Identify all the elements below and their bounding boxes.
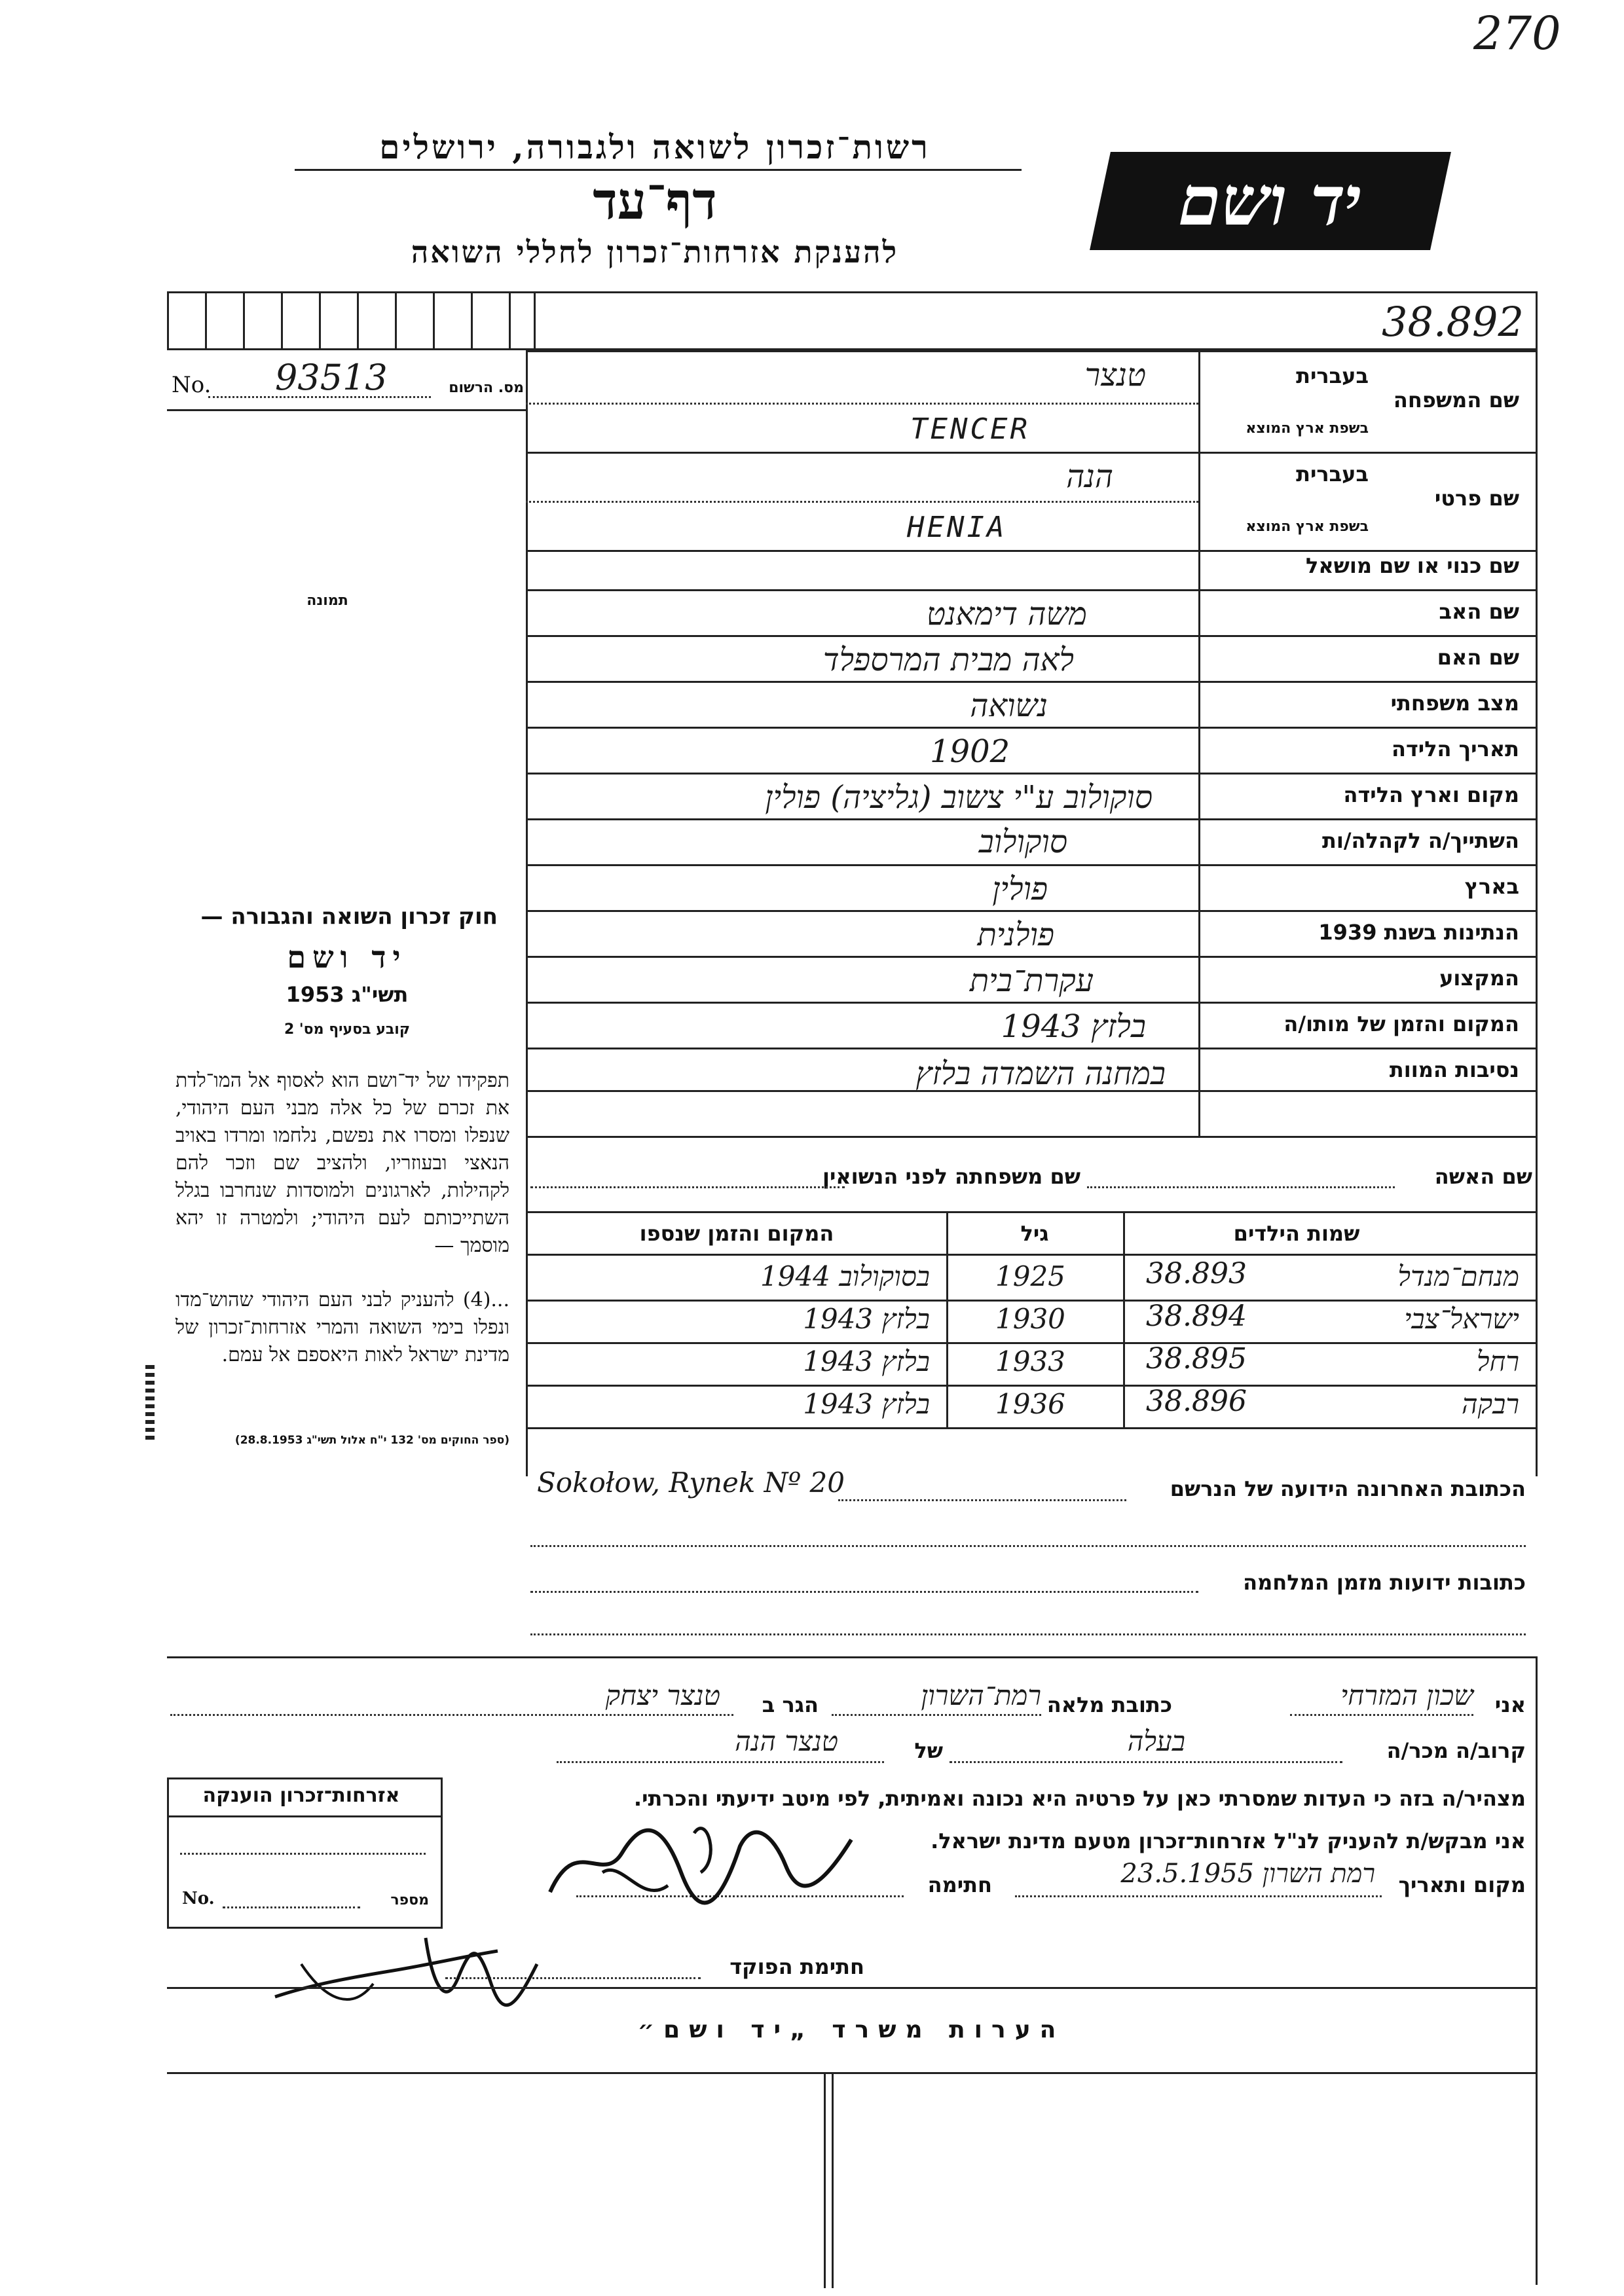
country: פולין [992, 871, 1048, 907]
table-row [526, 1385, 1536, 1387]
wife-row-bottom [526, 1211, 1536, 1213]
box-divider [433, 291, 435, 350]
row-line [526, 956, 1536, 958]
table-row [526, 1427, 1536, 1429]
child-name: ישראל־צבי [1404, 1303, 1519, 1335]
marital-label: מצב משפחתי [1390, 691, 1519, 716]
box-divider [534, 291, 536, 350]
war-address-label: כתובות ידועות מזמן המלחמה [1243, 1570, 1526, 1595]
box-divider [319, 291, 321, 350]
request-text: אני מבקש/ת להעניק לנ"ל אזרחות־זכרון מטעם מדינת ישראל. [931, 1829, 1526, 1853]
row-line [526, 1136, 1536, 1138]
death-cause-label: נסיבות המוות [1389, 1057, 1519, 1082]
top-border [167, 291, 1536, 293]
registration-number: 93513 [275, 357, 388, 398]
citizenship-granted-title: אזרחות־זכרון הוענקה [202, 1784, 400, 1807]
row-line [526, 550, 1536, 552]
corner-number: 270 [1473, 7, 1561, 60]
law-title: חוק זכרון השואה והגבורה — [200, 903, 498, 930]
war-address-line [530, 1591, 1198, 1593]
right-border [1536, 291, 1538, 1476]
address-value-line [1290, 1714, 1473, 1716]
signature-label: חתימה [927, 1872, 992, 1897]
remarks-column [824, 2072, 826, 2288]
of-person: טנצר הנה [735, 1725, 838, 1757]
community-label: השתייך/ה לקהלה/ות [1321, 828, 1519, 853]
section-divider [167, 1656, 1536, 1658]
registration-border [167, 409, 526, 411]
wife-maiden-line [530, 1186, 845, 1188]
wife-maiden-label: שם משפחתה לפני הנשואין [822, 1164, 1080, 1189]
last-address-label: הכתובת האחרונה הידועה של הנרשם [1170, 1476, 1526, 1501]
relative-label: קרוב/ה מכר/ה [1386, 1738, 1526, 1763]
table-row [526, 1300, 1536, 1302]
family-name-origin-label: בשפת ארץ המוצא [1246, 420, 1369, 437]
country-label: בארץ [1464, 874, 1519, 899]
child-file-number: 38.896 [1146, 1385, 1247, 1418]
citizenship-label: הנתינות בשנת 1939 [1318, 920, 1519, 945]
box-line [180, 1853, 426, 1855]
profession-label: המקצוע [1439, 966, 1519, 991]
birth-place-label: מקום וארץ הלידה [1343, 782, 1519, 807]
box-number-line [223, 1906, 360, 1908]
declarant-city: רמת־השרון [921, 1679, 1041, 1711]
law-clause: קובע בסעיף מס' 2 [284, 1021, 411, 1038]
row-line [526, 773, 1536, 774]
row-line [526, 350, 1536, 352]
child-name: מנחם־מנדל [1397, 1260, 1519, 1292]
row-line [526, 1048, 1536, 1049]
child-death-place: בסוקולוב 1944 [760, 1260, 930, 1292]
box-divider [509, 291, 511, 350]
children-header-age: גיל [1020, 1221, 1049, 1246]
registration-no-label: No. [172, 372, 212, 398]
row-line [526, 681, 1536, 683]
birth-date: 1902 [930, 733, 1010, 770]
first-name-label: שם פרטי [1434, 486, 1519, 511]
law-reference: (ספר החוקים מס' 132 י"ח אלול תשי"ג 28.8.1953) [234, 1434, 509, 1447]
law-text-2: ...(4) להעניק לבני העם היהודי שהוש־מדו ונפלו בימי השואה והמרי אזרחות־זכרון של מדינת ישראל לאות היאספם אל עמם. [175, 1288, 509, 1366]
marital-status: נשואה [970, 687, 1048, 724]
first-name-origin-label: בשפת ארץ המוצא [1246, 519, 1369, 535]
child-death-place: בלזץ 1943 [803, 1388, 930, 1420]
row-line [526, 864, 1536, 866]
child-name: רחל [1476, 1345, 1519, 1377]
row-line [526, 589, 1536, 591]
father-label: שם האב [1439, 599, 1519, 624]
photo-label: תמונה [306, 592, 348, 609]
box-divider [471, 291, 473, 350]
child-file-number: 38.895 [1146, 1342, 1247, 1376]
box-edge [167, 291, 169, 350]
box-divider [167, 1815, 441, 1817]
child-birth-year: 1936 [995, 1388, 1065, 1420]
address-line [530, 1545, 1526, 1547]
child-birth-year: 1925 [995, 1260, 1065, 1292]
right-border-lower [1536, 1656, 1538, 2285]
row-line [526, 635, 1536, 637]
row-line [526, 727, 1536, 729]
authority-name: רשות־זכרון לשואה ולגבורה, ירושלים [379, 128, 931, 166]
family-name-hebrew-label: בעברית [1296, 363, 1369, 388]
war-address-line [530, 1633, 1526, 1635]
full-address-label: כתובת מלאה [1046, 1692, 1172, 1717]
of-label: של [914, 1738, 943, 1763]
sub-row-line [526, 403, 1198, 405]
child-birth-year: 1930 [995, 1303, 1065, 1335]
label-column-border [1198, 350, 1200, 1136]
father-name: משה דימאנט [926, 596, 1087, 632]
box-no-label: No. [182, 1889, 215, 1908]
place-date-label: מקום ותאריך [1398, 1872, 1526, 1897]
last-address: Sokołow, Rynek Nº 20 [537, 1467, 845, 1499]
first-name-hebrew: הנה [1066, 458, 1113, 495]
children-col-border [1123, 1211, 1125, 1427]
wife-line [1087, 1186, 1395, 1188]
place-date-line [1015, 1895, 1382, 1897]
remarks-heading: הערות משרד „יד ושם״ [637, 2016, 1065, 2043]
declarant-relation: בעלה [1127, 1725, 1185, 1757]
first-name-origin: HENIA [907, 511, 1007, 544]
relation-line [950, 1761, 1342, 1763]
form-subtitle: להענקת אזרחות־זכרון לחללי השואה [411, 234, 899, 270]
law-name: יד ושם [287, 939, 407, 975]
child-file-number: 38.893 [1146, 1257, 1247, 1290]
nickname-label: שם כנוי או שם מושאל [1305, 553, 1519, 578]
margin-marks [145, 1365, 155, 1444]
mother-name: לאה מבית המרספלד [822, 642, 1074, 678]
family-name-hebrew: טנצר [1084, 357, 1146, 393]
box-divider [205, 291, 207, 350]
mother-label: שם האם [1437, 645, 1519, 670]
box-divider [357, 291, 359, 350]
box-divider [243, 291, 245, 350]
declarant-name: טנצר יצחק [605, 1679, 720, 1711]
place-date-value: רמת השרון 23.5.1955 [1120, 1859, 1375, 1889]
last-address-line [838, 1499, 1126, 1501]
child-birth-year: 1933 [995, 1345, 1065, 1377]
sub-row-line [526, 501, 1198, 503]
children-header-names: שמות הילדים [1233, 1221, 1360, 1246]
law-text-1: תפקידו של יד־ושם הוא לאסוף אל המו־לדת את זכרם של כל אלה מבני העם היהודי, שנפלו ומסרו את נפשם, נלחמו ומרדו באויב הנאצי ובעוזריו, ולהציב שם וזכר להם לקהילות, לארגונים ולמוסדות שנחרבו בגלל השתייכותם לעם היהודי; ולמטרה זו יהא מוסמך — [175, 1069, 509, 1257]
box-divider [281, 291, 283, 350]
row-line [526, 452, 1536, 454]
city-line [832, 1714, 1041, 1716]
declarant-address: שכון המזרחי [1340, 1679, 1473, 1711]
children-header-place: המקום והזמן שנספו [639, 1221, 834, 1246]
profession: עקרת־בית [969, 962, 1094, 999]
family-name-origin: TENCER [910, 412, 1030, 446]
table-row [526, 1342, 1536, 1344]
of-line [557, 1761, 884, 1763]
name-line [170, 1714, 733, 1716]
official-signature-label: חתימת הפוקד [729, 1954, 864, 1979]
row-line [526, 818, 1536, 820]
declaration-text: מצהיר/ה בזה כי העדות שמסרתי כאן על פרטיה היא נכונה ואמיתית, לפי מיטב ידיעתי והכרתי. [633, 1786, 1526, 1811]
resides-label: הגר ב [762, 1692, 819, 1717]
box-divider [395, 291, 397, 350]
first-name-hebrew-label: בעברית [1296, 462, 1369, 486]
row-line [526, 1002, 1536, 1004]
law-year: תשי"ג 1953 [286, 982, 409, 1007]
form-title: דף־עד [593, 172, 717, 231]
death-place-label: המקום והזמן של מותו/ה [1283, 1011, 1519, 1036]
box-number-label: מספר [390, 1892, 429, 1908]
remarks-column [832, 2072, 834, 2288]
child-name: רבקה [1462, 1388, 1519, 1420]
file-number: 38.892 [1382, 298, 1524, 346]
community: סוקולוב [978, 824, 1067, 860]
child-death-place: בלזץ 1943 [803, 1303, 930, 1335]
children-col-border [946, 1211, 948, 1427]
children-header-bottom [526, 1254, 1536, 1256]
row-line [526, 910, 1536, 912]
remarks-divider [167, 2072, 1536, 2074]
yad-vashem-logo: יד ושם [1090, 152, 1451, 250]
declarant-i-label: אני [1494, 1692, 1526, 1717]
wife-label: שם האשה [1434, 1164, 1532, 1189]
family-name-label: שם המשפחה [1393, 388, 1519, 412]
header-underline [295, 169, 1022, 171]
remarks-top-border [167, 1987, 1536, 1989]
death-cause: במחנה השמדה בלזץ [915, 1055, 1166, 1092]
death-place: בלזץ 1943 [1001, 1008, 1146, 1045]
left-column-border [526, 350, 528, 1476]
child-death-place: בלזץ 1943 [803, 1345, 930, 1377]
child-file-number: 38.894 [1146, 1300, 1247, 1333]
birth-place: סוקולוב ע"י צשוב (גליציה) פולין [765, 779, 1153, 816]
birth-date-label: תאריך הלידה [1391, 737, 1519, 761]
citizenship: פולנית [977, 917, 1054, 953]
registration-label: מס. הרשום [449, 380, 524, 396]
